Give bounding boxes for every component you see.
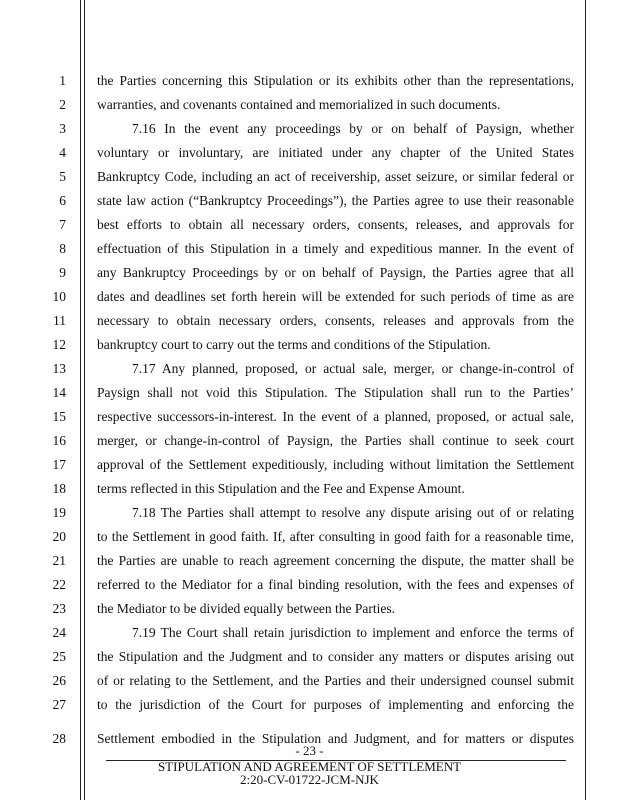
body-line: terms reflected in this Stipulation and the Fee and Expense Amount. bbox=[97, 481, 465, 496]
paragraph-7-18: 7.18 The Parties shall attempt to resolve any dispute arising out of or relating bbox=[132, 505, 574, 520]
body-line: the Stipulation and the Judgment and to consider any matters or disputes arising out bbox=[97, 649, 574, 664]
line-number: 20 bbox=[52, 529, 66, 544]
line-number: 16 bbox=[52, 433, 66, 448]
line-number: 11 bbox=[53, 313, 66, 328]
line-number: 10 bbox=[52, 289, 66, 304]
body-line: Settlement embodied in the Stipulation and Judgment, and for matters or disputes bbox=[97, 731, 574, 746]
line-number: 13 bbox=[52, 361, 66, 376]
footer-case-number: 2:20-CV-01722-JCM-NJK bbox=[240, 772, 379, 787]
body-line: referred to the Mediator for a final binding resolution, with the fees and expenses of bbox=[97, 577, 574, 592]
right-margin-rule bbox=[585, 0, 586, 800]
line-number: 7 bbox=[59, 217, 66, 232]
body-line: approval of the Settlement expeditiously, including without limitation the Settlement bbox=[97, 457, 574, 472]
line-number: 15 bbox=[52, 409, 66, 424]
body-line: warranties, and covenants contained and memorialized in such documents. bbox=[97, 97, 501, 112]
line-number: 1 bbox=[59, 73, 66, 88]
line-number: 25 bbox=[52, 649, 66, 664]
body-line: Paysign shall not void this Stipulation. The Stipulation shall run to the Parties’ bbox=[97, 385, 574, 400]
line-number: 24 bbox=[52, 625, 66, 640]
body-line: to the jurisdiction of the Court for purposes of implementing and enforcing the bbox=[97, 697, 574, 712]
paragraph-7-17: 7.17 Any planned, proposed, or actual sale, merger, or change-in-control of bbox=[132, 361, 574, 376]
left-margin-rule-inner bbox=[84, 0, 85, 800]
line-number: 23 bbox=[52, 601, 66, 616]
body-line: state law action (“Bankruptcy Proceedings”), the Parties agree to use their reasonable bbox=[97, 193, 574, 208]
body-line: any Bankruptcy Proceedings by or on behalf of Paysign, the Parties agree that all bbox=[97, 265, 574, 280]
body-line: bankruptcy court to carry out the terms and conditions of the Stipulation. bbox=[97, 337, 491, 352]
page-number: - 23 - bbox=[295, 743, 324, 758]
line-number: 2 bbox=[59, 97, 66, 112]
body-line: dates and deadlines set forth herein will be extended for such periods of time as are bbox=[97, 289, 574, 304]
line-number: 26 bbox=[52, 673, 66, 688]
body-line: of or relating to the Settlement, and the Parties and their undersigned counsel submit bbox=[97, 673, 574, 688]
body-line: respective successors-in-interest. In the event of a planned, proposed, or actual sale, bbox=[97, 409, 574, 424]
line-number: 3 bbox=[59, 121, 66, 136]
line-number: 22 bbox=[52, 577, 66, 592]
body-line: voluntary or involuntary, are initiated under any chapter of the United States bbox=[97, 145, 574, 160]
body-line: effectuation of this Stipulation in a timely and expeditious manner. In the event of bbox=[97, 241, 574, 256]
body-line: to the Settlement in good faith. If, after consulting in good faith for a reasonable time, bbox=[97, 529, 574, 544]
line-number: 19 bbox=[52, 505, 66, 520]
line-number: 21 bbox=[52, 553, 66, 568]
paragraph-7-19: 7.19 The Court shall retain jurisdiction to implement and enforce the terms of bbox=[132, 625, 574, 640]
line-number: 9 bbox=[59, 265, 66, 280]
body-line: the Mediator to be divided equally between the Parties. bbox=[97, 601, 396, 616]
body-line: best efforts to obtain all necessary orders, consents, releases, and approvals for bbox=[97, 217, 574, 232]
paragraph-7-16: 7.16 In the event any proceedings by or on behalf of Paysign, whether bbox=[132, 121, 574, 136]
line-number: 14 bbox=[52, 385, 66, 400]
body-line: necessary to obtain necessary orders, consents, releases and approvals from the bbox=[97, 313, 574, 328]
footer-title: STIPULATION AND AGREEMENT OF SETTLEMENT bbox=[157, 759, 462, 774]
line-number: 27 bbox=[52, 697, 66, 712]
line-number: 28 bbox=[52, 731, 66, 746]
body-line: Bankruptcy Code, including an act of receivership, asset seizure, or similar federal or bbox=[97, 169, 574, 184]
line-number: 12 bbox=[52, 337, 66, 352]
line-number: 5 bbox=[59, 169, 66, 184]
left-margin-rule-outer bbox=[80, 0, 81, 800]
line-number: 8 bbox=[59, 241, 66, 256]
line-number: 6 bbox=[59, 193, 66, 208]
body-line: the Parties are unable to reach agreement concerning the dispute, the matter shall be bbox=[97, 553, 574, 568]
line-number: 4 bbox=[59, 145, 66, 160]
line-number: 18 bbox=[52, 481, 66, 496]
body-line: the Parties concerning this Stipulation or its exhibits other than the representations, bbox=[97, 73, 574, 88]
body-line: merger, or change-in-control of Paysign, the Parties shall continue to seek court bbox=[97, 433, 574, 448]
line-number: 17 bbox=[52, 457, 66, 472]
